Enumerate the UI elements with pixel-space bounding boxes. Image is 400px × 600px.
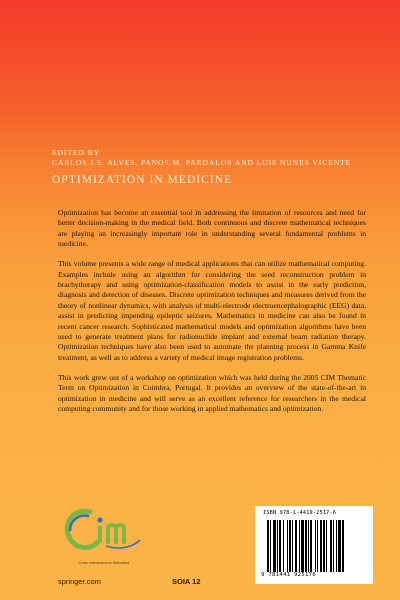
barcode-bar xyxy=(338,520,341,572)
barcode-bar xyxy=(323,520,325,572)
barcode-bar xyxy=(315,520,316,572)
isbn-text: ISBN 978-1-4419-2517-6 xyxy=(263,510,337,516)
barcode-bar xyxy=(267,520,269,572)
series-label: SOIA 12 xyxy=(172,577,201,586)
barcode-bar xyxy=(336,520,337,572)
barcode-bar xyxy=(283,520,284,572)
barcode-bar xyxy=(292,520,293,572)
publisher-url: springer.com xyxy=(58,577,101,586)
barcode-bar xyxy=(305,520,307,572)
barcode-bar xyxy=(308,520,309,572)
blurb-paragraph-1: Optimization has become an essential tool in addressing the limitation of resources and need for better decision-making in the medical field. Both continuous and discrete mathematical techniques are playing an increasingly important role in understanding several fundamental problems in medicine. xyxy=(58,208,366,249)
barcode-bar xyxy=(289,520,291,572)
barcode-block xyxy=(255,506,373,584)
barcode-bar xyxy=(270,520,271,572)
barcode-bar xyxy=(320,520,322,572)
cim-logo-icon xyxy=(58,500,150,560)
barcode-bar xyxy=(310,520,312,572)
barcode-bar xyxy=(299,520,300,572)
editors-header xyxy=(52,148,372,187)
barcode-bar xyxy=(342,520,344,572)
blurb-paragraph-3: This work grew out of a workshop on optimization which was held during the 2005 CIM Thematic Term on Optimization in Coimbra, Portugal. It provides an overview of the state-of-the-art in optimization in medicine and will serve as an excellent reference for researchers in the medical computing community and for those working in applied mathematics and optimization. xyxy=(58,372,366,413)
barcode-bar xyxy=(301,520,304,572)
barcode-bar xyxy=(279,520,281,572)
blurb xyxy=(58,208,366,424)
book-title: OPTIMIZATION IN MEDICINE xyxy=(52,174,233,186)
edited-by-label: EDITED BY xyxy=(52,148,100,157)
barcode-digits: 9 781441 925176 xyxy=(261,572,317,578)
blurb-paragraph-2: This volume presents a wide range of medical applications that can utilize mathematical computing. Examples include using an algorithm for considering the seed reconstruction problem in brachytherapy and using optimization-classification models to assist in the early prediction, diagnosis and detection of diseases. Discrete optimization techniques and measures derived from the theory of nonlinear dynamics, with analysis of multi-electrode electroencephalographic (EEG) data, assist in predicting impending epileptic seizures. Mathematics in medicine can also be found in recent cancer research. Sophisticated mathematical models and optimization algorithms have been used to generate treatment plans for radionuclide implant and external beam radiation therapy. Optimization techniques have also been used to automate the planning process in Gamma Knife treatment, as well as to address a variety of medical image registration problems. xyxy=(58,259,366,362)
barcode-bars xyxy=(267,520,363,572)
logo-caption: Centro Internacional de Matemática xyxy=(78,561,130,565)
barcode-bar xyxy=(333,520,334,572)
barcode-bar xyxy=(287,520,288,572)
editors-names: CARLOS J.S. ALVES, PANOS M. PARDALOS AND LUIS NUNES VICENTE xyxy=(52,157,352,167)
barcode-bar xyxy=(330,520,332,572)
barcode-bar xyxy=(326,520,327,572)
barcode-bar xyxy=(317,520,318,572)
barcode-bar xyxy=(295,520,297,572)
cim-logo xyxy=(58,500,150,560)
barcode-bar xyxy=(273,520,276,572)
barcode-bar xyxy=(277,520,278,572)
